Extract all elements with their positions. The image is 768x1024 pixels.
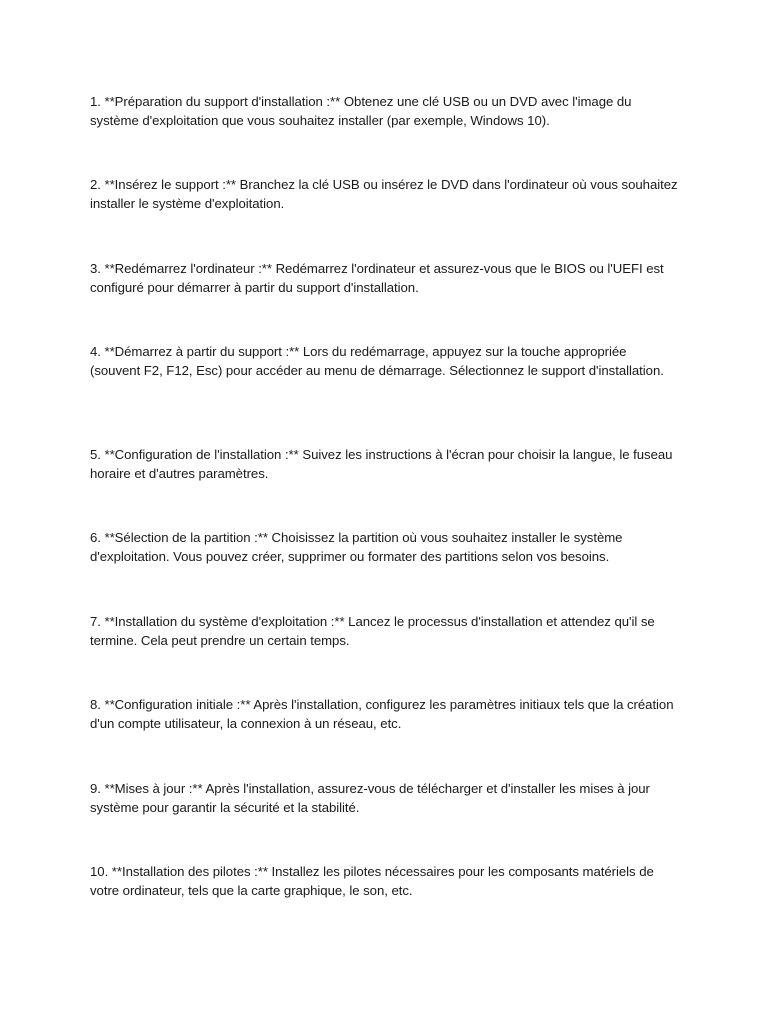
step-2-paragraph: 2. **Insérez le support :** Branchez la clé USB ou insérez le DVD dans l'ordinateur où vous souhaitez installer le système d'exploitation. xyxy=(90,177,678,211)
step-3-paragraph: 3. **Redémarrez l'ordinateur :** Redémarrez l'ordinateur et assurez-vous que le BIOS ou l'UEFI est configuré pour démarrer à partir du support d'installation. xyxy=(90,261,664,295)
step-7-paragraph: 7. **Installation du système d'exploitation :** Lancez le processus d'installation et attendez qu'il se termine. Cela peut prendre un certain temps. xyxy=(90,614,655,648)
step-8-paragraph: 8. **Configuration initiale :** Après l'installation, configurez les paramètres initiaux tels que la création d'un compte utilisateur, la connexion à un réseau, etc. xyxy=(90,697,674,731)
step-10-paragraph: 10. **Installation des pilotes :** Installez les pilotes nécessaires pour les composants matériels de votre ordinateur, tels que la carte graphique, le son, etc. xyxy=(90,864,654,898)
step-6-paragraph: 6. **Sélection de la partition :** Choisissez la partition où vous souhaitez installer le système d'exploitation. Vous pouvez créer, supprimer ou formater des partitions selon vos besoins. xyxy=(90,530,623,564)
step-4-paragraph: 4. **Démarrez à partir du support :** Lors du redémarrage, appuyez sur la touche appropriée (souvent F2, F12, Esc) pour accéder au menu de démarrage. Sélectionnez le support d'installation. xyxy=(90,344,664,378)
step-5-paragraph: 5. **Configuration de l'installation :** Suivez les instructions à l'écran pour choisir la langue, le fuseau horaire et d'autres paramètres. xyxy=(90,447,673,481)
step-1-paragraph: 1. **Préparation du support d'installation :** Obtenez une clé USB ou un DVD avec l'image du système d'exploitation que vous souhaitez installer (par exemple, Windows 10). xyxy=(90,94,632,128)
step-9-paragraph: 9. **Mises à jour :** Après l'installation, assurez-vous de télécharger et d'installer les mises à jour système pour garantir la sécurité et la stabilité. xyxy=(90,781,650,815)
